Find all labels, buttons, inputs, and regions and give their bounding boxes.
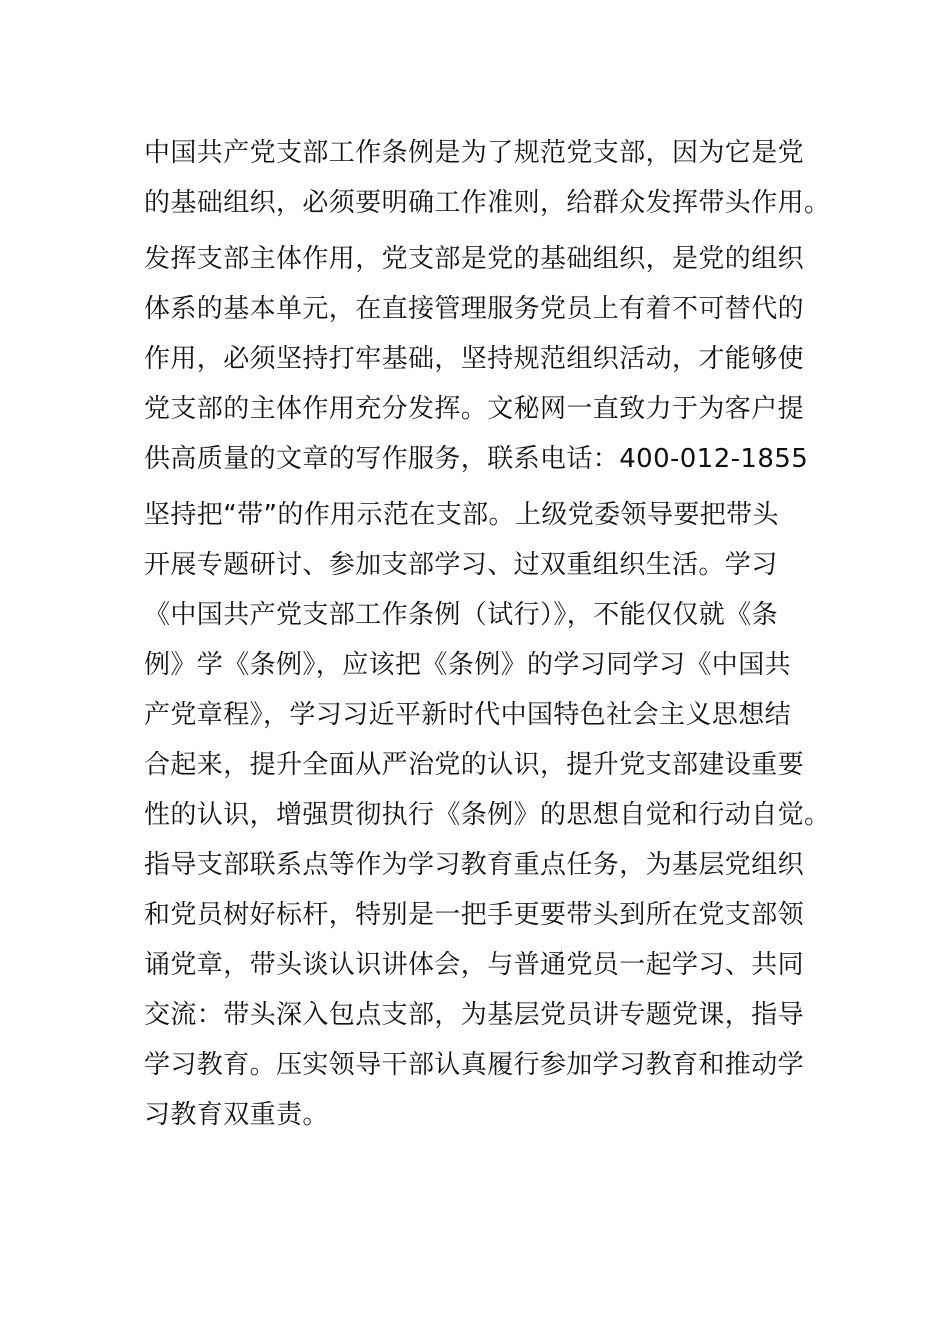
paragraph-4 bbox=[144, 840, 804, 1140]
text-line: 《中国共产党支部工作条例（试行）》，不能仅仅就《条 bbox=[144, 600, 779, 630]
text-line: 体系的基本单元，在直接管理服务党员上有着不可替代的 bbox=[144, 294, 805, 324]
text-line: 交流：带头深入包点支部，为基层党员讲专题党课，指导 bbox=[144, 1000, 805, 1030]
text-line: 产党章程》，学习习近平新时代中国特色社会主义思想结 bbox=[144, 700, 792, 730]
document-body bbox=[144, 128, 831, 1140]
text-line: 发挥支部主体作用，党支部是党的基础组织，是党的组织 bbox=[144, 244, 805, 274]
text-line: 作用，必须坚持打牢基础，坚持规范组织活动，才能够使 bbox=[144, 344, 805, 374]
text-line: 例》学《条例》，应该把《条例》的学习同学习《中国共 bbox=[144, 650, 792, 680]
paragraph-3 bbox=[144, 490, 831, 840]
text-line: 中国共产党支部工作条例是为了规范党支部，因为它是党 bbox=[144, 138, 805, 168]
text-line: 的基础组织，必须要明确工作准则，给群众发挥带头作用。 bbox=[144, 188, 831, 218]
text-line: 党支部的主体作用充分发挥。文秘网一直致力于为客户提 bbox=[144, 394, 805, 424]
text-line: 开展专题研讨、参加支部学习、过双重组织生活。学习 bbox=[144, 550, 778, 580]
text-line: 供高质量的文章的写作服务，联系电话：400-012-1855 bbox=[144, 444, 809, 474]
text-line: 习教育双重责。 bbox=[144, 1100, 329, 1130]
text-line: 指导支部联系点等作为学习教育重点任务，为基层党组织 bbox=[144, 850, 805, 880]
text-line: 合起来，提升全面从严治党的认识，提升党支部建设重要 bbox=[144, 750, 805, 780]
text-line: 性的认识，增强贯彻执行《条例》的思想自觉和行动自觉。 bbox=[144, 800, 831, 830]
text-line: 和党员树好标杆，特别是一把手更要带头到所在党支部领 bbox=[144, 900, 805, 930]
text-line: 学习教育。压实领导干部认真履行参加学习教育和推动学 bbox=[144, 1050, 805, 1080]
paragraph-2 bbox=[144, 234, 809, 484]
text-line: 坚持把“带”的作用示范在支部。上级党委领导要把带头 bbox=[144, 500, 779, 530]
paragraph-1 bbox=[144, 128, 831, 228]
text-line: 诵党章，带头谈认识讲体会，与普通党员一起学习、共同 bbox=[144, 950, 805, 980]
